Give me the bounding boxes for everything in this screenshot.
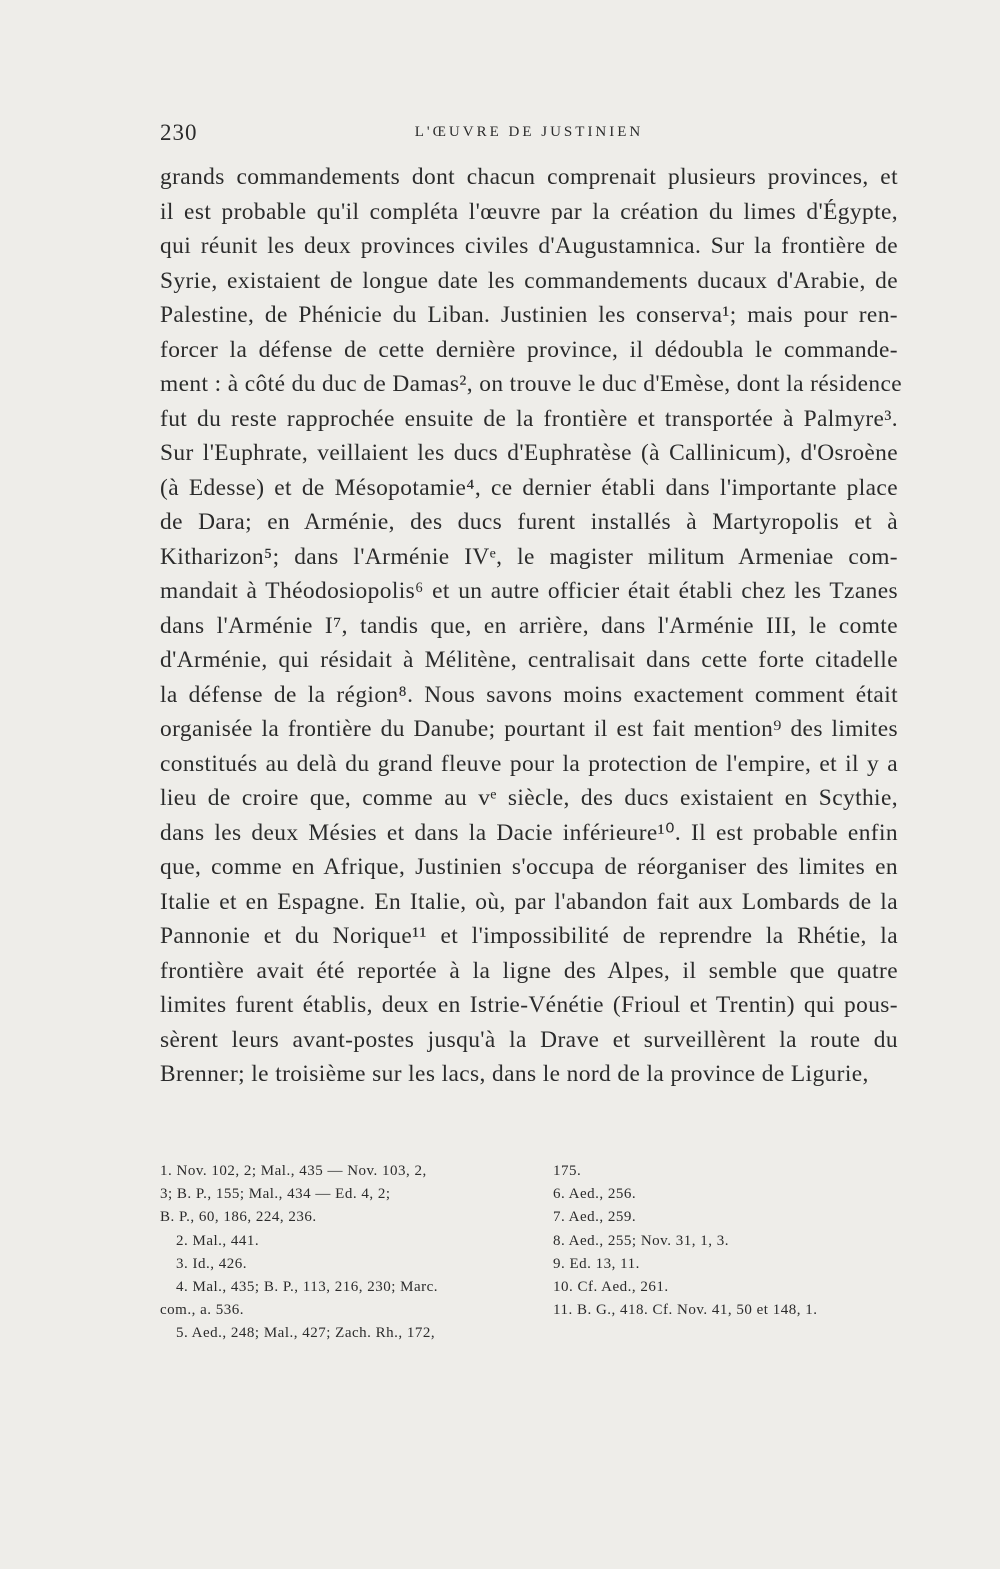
body-line: Syrie, existaient de longue date les commandements ducaux d'Arabie, de xyxy=(160,267,898,294)
body-line: fut du reste rapprochée ensuite de la frontière et transportée à Palmyre³. xyxy=(160,405,898,432)
footnote: 11. B. G., 418. Cf. Nov. 41, 50 et 148, 1. xyxy=(553,1302,818,1319)
body-line: frontière avait été reportée à la ligne des Alpes, il semble que quatre xyxy=(160,957,898,984)
footnote: 5. Aed., 248; Mal., 427; Zach. Rh., 172, xyxy=(176,1325,436,1342)
footnote: 2. Mal., 441. xyxy=(176,1232,260,1249)
footnote-continuation: 3; B. P., 155; Mal., 434 — Ed. 4, 2; xyxy=(160,1186,391,1203)
body-line: Italie et en Espagne. En Italie, où, par l'abandon fait aux Lombards de la xyxy=(160,888,898,915)
footnote: 3. Id., 426. xyxy=(176,1255,247,1272)
body-line: mandait à Théodosiopolis⁶ et un autre officier était établi chez les Tzanes xyxy=(160,578,898,604)
body-line: Palestine, de Phénicie du Liban. Justinien les conserva¹; mais pour ren- xyxy=(160,302,898,328)
body-line: de Dara; en Arménie, des ducs furent installés à Martyropolis et à xyxy=(160,509,898,535)
body-text xyxy=(160,160,903,1092)
page-header xyxy=(160,120,898,150)
body-line: dans les deux Mésies et dans la Dacie inférieure¹⁰. Il est probable enfin xyxy=(160,819,898,846)
body-line: il est probable qu'il compléta l'œuvre par la création du limes d'Égypte, xyxy=(160,198,898,225)
body-line: sèrent leurs avant-postes jusqu'à la Drave et surveillèrent la route du xyxy=(160,1026,898,1053)
body-line: constitués au delà du grand fleuve pour la protection de l'empire, et il y a xyxy=(160,750,898,777)
footnote-continuation: 175. xyxy=(553,1163,582,1179)
footnote: 4. Mal., 435; B. P., 113, 216, 230; Marc. xyxy=(176,1279,439,1296)
footnotes-right-column xyxy=(553,1160,903,1322)
body-line: Brenner; le troisième sur les lacs, dans le nord de la province de Ligurie, xyxy=(160,1061,869,1087)
footnote: 6. Aed., 256. xyxy=(553,1186,637,1203)
body-line: la défense de la région⁸. Nous savons moins exactement comment était xyxy=(160,681,898,708)
body-line: qui réunit les deux provinces civiles d'Augustamnica. Sur la frontière de xyxy=(160,233,898,259)
body-line: que, comme en Afrique, Justinien s'occupa de réorganiser des limites en xyxy=(160,854,898,880)
body-line: Sur l'Euphrate, veillaient les ducs d'Euphratèse (à Callinicum), d'Osroène xyxy=(160,440,898,466)
body-line: Kitharizon⁵; dans l'Arménie IVᵉ, le magister militum Armeniae com- xyxy=(160,543,898,570)
footnote-continuation: B. P., 60, 186, 224, 236. xyxy=(160,1209,317,1226)
body-line: lieu de croire que, comme au vᵉ siècle, des ducs existaient en Scythie, xyxy=(160,785,898,811)
body-line: dans l'Arménie I⁷, tandis que, en arrière, dans l'Arménie III, le comte xyxy=(160,612,898,639)
body-line: limites furent établis, deux en Istrie-Vénétie (Frioul et Trentin) qui pous- xyxy=(160,992,898,1018)
body-line: forcer la défense de cette dernière province, il dédoubla le commande- xyxy=(160,336,898,363)
body-line: organisée la frontière du Danube; pourtant il est fait mention⁹ des limites xyxy=(160,716,898,742)
body-line: ment : à côté du duc de Damas², on trouve le duc d'Emèse, dont la résidence xyxy=(160,371,903,397)
footnote: 8. Aed., 255; Nov. 31, 1, 3. xyxy=(553,1232,729,1249)
footnote: 10. Cf. Aed., 261. xyxy=(553,1279,669,1296)
footnotes-left-column xyxy=(160,1160,515,1346)
body-line: Pannonie et du Norique¹¹ et l'impossibilité de reprendre la Rhétie, la xyxy=(160,923,898,949)
body-line: d'Arménie, qui résidait à Mélitène, centralisait dans cette forte citadelle xyxy=(160,647,898,673)
body-line: grands commandements dont chacun comprenait plusieurs provinces, et xyxy=(160,164,898,190)
footnote: 1. Nov. 102, 2; Mal., 435 — Nov. 103, 2, xyxy=(160,1163,427,1179)
body-line: (à Edesse) et de Mésopotamie⁴, ce dernier établi dans l'importante place xyxy=(160,474,898,501)
page-number: 230 xyxy=(160,120,198,145)
footnote-continuation: com., a. 536. xyxy=(160,1302,244,1319)
running-title: L'ŒUVRE DE JUSTINIEN xyxy=(414,124,644,140)
footnote: 7. Aed., 259. xyxy=(553,1209,637,1226)
footnote: 9. Ed. 13, 11. xyxy=(553,1255,640,1272)
